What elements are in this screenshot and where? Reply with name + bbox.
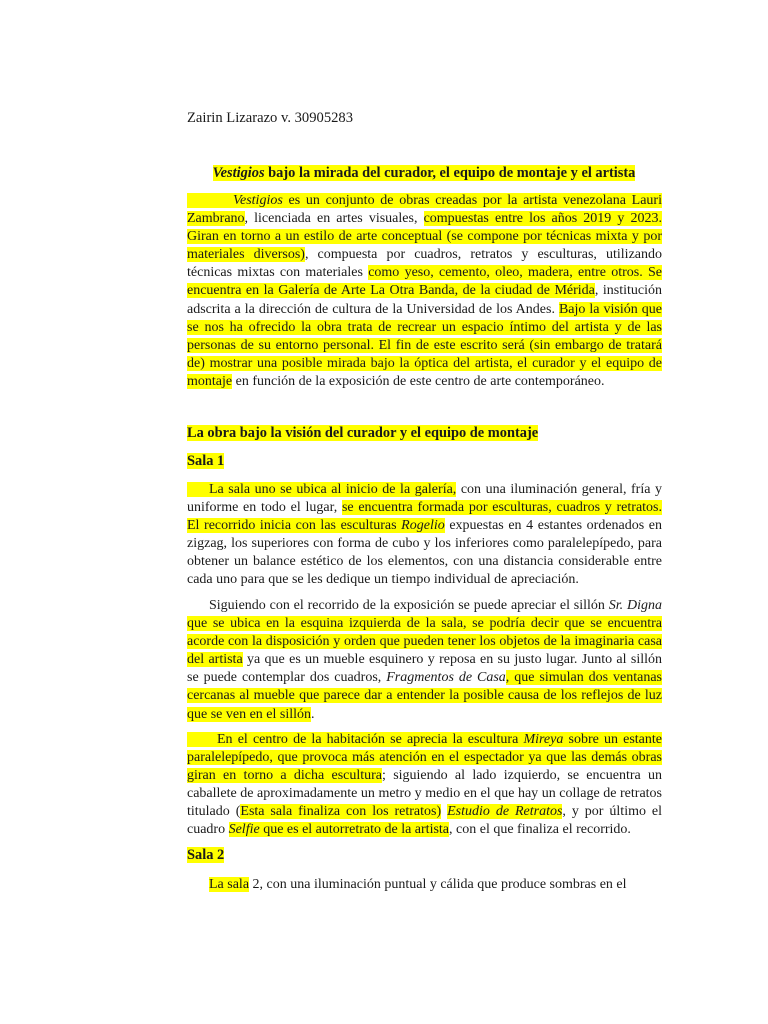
sala2-paragraph-1	[187, 876, 662, 894]
text-span: Sr. Digna	[608, 598, 662, 613]
text-span: como yeso, cemento, oleo, madera, entre otros. Se encuentra en la Galería de Arte La Otra Banda, de la ciudad de Mérida	[187, 265, 662, 299]
text-span: Esta sala finaliza con los retratos)	[240, 804, 442, 820]
text-span: , institución adscrita a la dirección de cultura de la Universidad de los Andes.	[187, 283, 662, 317]
text-span: .	[311, 706, 315, 722]
text-span: Selfie	[228, 822, 260, 838]
sala1-heading-text: Sala 1	[187, 453, 225, 469]
title-italic: Vestigios	[212, 165, 265, 181]
text-span: , licenciada en artes visuales,	[244, 211, 424, 227]
text-span: que es el autorretrato de la artista	[259, 822, 450, 838]
text-span: 2, con una iluminación puntual y cálida que produce sombras en el	[249, 877, 627, 892]
text-span: expuestas en 4 estantes ordenados en zigzag, los superiores con forma de cubo y los inferiores como paralelepípedo, para obtener un balance estético de los elementos, con una distancia considerable entre cada uno para que se les dedique un tiempo individual de apreciación.	[187, 518, 663, 588]
text-span: con una iluminación general, fría y uniforme en todo el lugar,	[187, 482, 662, 516]
text-span: es un conjunto de obras creadas por la artista venezolana Lauri Zambrano	[187, 193, 662, 227]
text-span: Mireya	[523, 732, 564, 747]
sala1-paragraph-2	[187, 597, 662, 724]
sala2-heading-text: Sala 2	[187, 847, 225, 863]
text-span: , que simulan dos ventanas cercanas al mueble que parece dar a entender la posible causa de los reflejos de luz que se ven en el sillón	[187, 670, 662, 722]
text-span: ya que es un mueble esquinero y reposa en su justo lugar. Junto al sillón se puede contemplar dos cuadros,	[187, 652, 662, 686]
text-span: Rogelio	[401, 518, 445, 534]
section-heading-text: La obra bajo la visión del curador y el equipo de montaje	[187, 425, 539, 441]
intro-paragraph	[187, 192, 662, 391]
text-span: Estudio de Retratos	[447, 804, 563, 820]
title-rest: bajo la mirada del curador, el equipo de montaje y el artista	[264, 165, 636, 181]
text-span: se encuentra formada por esculturas, cuadros y retratos. El recorrido inicia con las esculturas	[187, 500, 662, 534]
sala2-heading	[187, 847, 224, 864]
text-span: Bajo la visión que se nos ha ofrecido la obra trata de recrear un espacio íntimo del artista y de las personas de su entorno personal. El fin de este escrito será (sin embargo de tratará de) mostrar una posible mirada bajo la óptica del artista, el curador y el equipo de montaje	[187, 301, 662, 389]
text-span: en función de la exposición de este centro de arte contemporáneo.	[232, 373, 605, 389]
text-span: Siguiendo con el recorrido de la exposición se puede apreciar el sillón	[209, 598, 609, 613]
text-span: Vestigios	[233, 193, 283, 208]
text-span: , con el que finaliza el recorrido.	[449, 822, 631, 838]
text-span: , compuesta por cuadros, retratos y esculturas, utilizando técnicas mixtas con materiales	[187, 247, 662, 281]
author-line: Zairin Lizarazo v. 30905283	[187, 110, 354, 126]
text-span: La sala uno se ubica al inicio de la galería,	[209, 482, 457, 497]
sala1-paragraph-1	[187, 481, 662, 590]
sala1-paragraph-3	[187, 731, 662, 840]
text-span: Fragmentos de Casa	[386, 670, 506, 686]
text-span: , y por último el cuadro	[187, 804, 663, 838]
section-heading	[187, 425, 538, 442]
sala1-heading	[187, 453, 224, 470]
text-span: sobre un estante paralelepípedo, que provoca más atención en el espectador ya que las demás obras giran en torno a dicha escultura	[187, 732, 662, 784]
document-title	[187, 165, 661, 182]
text-span: La sala	[209, 877, 250, 892]
text-span: En el centro de la habitación se aprecia la escultura	[217, 732, 524, 747]
text-span: que se ubica en la esquina izquierda de la sala, se podría decir que se encuentra acorde con la disposición y orden que pueden tener los objetos de la imaginaria casa del artista	[187, 616, 662, 668]
text-span: compuestas entre los años 2019 y 2023. Giran en torno a un estilo de arte conceptual (se compone por técnicas mixta y por materiales diversos)	[187, 211, 663, 263]
text-span: ; siguiendo al lado izquierdo, se encuentra un caballete de aproximadamente un metro y medio en el que hay un collage de retratos titulado (	[187, 768, 663, 820]
